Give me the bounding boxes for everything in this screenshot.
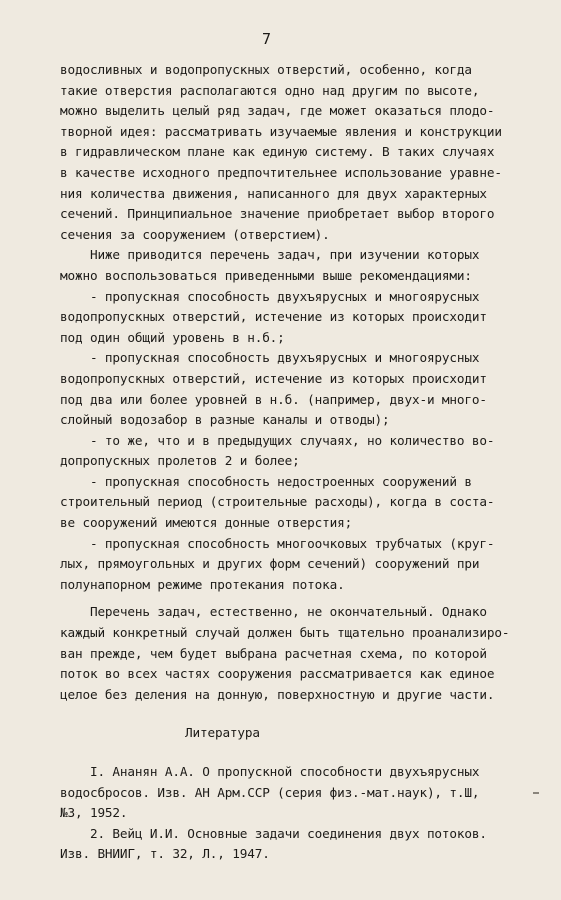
section-gap bbox=[60, 744, 530, 762]
text-line: - пропускная способность двухъярусных и многоярусных bbox=[60, 288, 480, 304]
text-line: 2. Вейц И.И. Основные задачи соединения двух потоков. bbox=[60, 825, 487, 841]
text-line: допропускных пролетов 2 и более; bbox=[60, 453, 300, 469]
text-line: целое без деления на донную, поверхностную и другие части. bbox=[60, 686, 495, 702]
text-line: водопропускных отверстий, истечение из которых происходит bbox=[60, 370, 487, 386]
text-line: можно воспользоваться приведенными выше рекомендациями: bbox=[60, 267, 472, 283]
reference-item bbox=[60, 762, 530, 824]
text-line: ния количества движения, написанного для двух характерных bbox=[60, 185, 487, 201]
text-line: полунапорном режиме протекания потока. bbox=[60, 576, 345, 592]
text-line: водосливных и водопропускных отверстий, особенно, когда bbox=[60, 62, 472, 77]
text-line: лых, прямоугольных и других форм сечений) сооружений при bbox=[60, 556, 480, 572]
text-line: слойный водозабор в разные каналы и отводы); bbox=[60, 412, 390, 428]
page-text bbox=[60, 60, 530, 865]
reference-list bbox=[60, 762, 530, 865]
text-line: творной идея: рассматривать изучаемые явления и конструкции bbox=[60, 123, 502, 139]
text-line: Изв. ВНИИГ, т. 32, Л., 1947. bbox=[60, 846, 270, 862]
text-line: водопропускных отверстий, истечение из которых происходит bbox=[60, 309, 487, 325]
text-line: - пропускная способность многоочковых трубчатых (круг- bbox=[60, 535, 495, 551]
body-paragraphs bbox=[60, 60, 530, 595]
text-line: - пропускная способность недостроенных сооружений в bbox=[60, 473, 472, 489]
text-line: №3, 1952. bbox=[60, 805, 128, 821]
text-line: под два или более уровней в н.б. (например, двух-и много- bbox=[60, 391, 487, 407]
page-number: 7 bbox=[262, 30, 272, 48]
text-line: такие отверстия располагаются одно над другим по высоте, bbox=[60, 82, 480, 98]
text-line: в гидравлическом плане как единую систему. В таких случаях bbox=[60, 144, 495, 160]
text-line: в качестве исходного предпочтительнее использование уравне- bbox=[60, 164, 502, 180]
reference-item bbox=[60, 824, 530, 865]
page-edge-mark bbox=[533, 792, 539, 794]
conclusion-paragraph bbox=[60, 602, 530, 705]
text-line: Перечень задач, естественно, не окончательный. Однако bbox=[60, 604, 487, 620]
section-gap bbox=[60, 705, 530, 723]
paragraph-gap bbox=[60, 595, 530, 602]
text-line: - то же, что и в предыдущих случаях, но количество во- bbox=[60, 432, 495, 448]
references-heading: Литература bbox=[185, 725, 260, 741]
text-line: сечений. Принципиальное значение приобретает выбор второго bbox=[60, 206, 495, 222]
text-line: водосбросов. Изв. АН Арм.ССР (серия физ.-мат.наук), т.Ш, bbox=[60, 784, 480, 800]
text-line: сечения за сооружением (отверстием). bbox=[60, 226, 330, 242]
text-line: I. Ананян А.А. О пропускной способности двухъярусных bbox=[60, 764, 480, 779]
text-line: каждый конкретный случай должен быть тщательно проанализиро- bbox=[60, 625, 510, 641]
text-line: строительный период (строительные расходы), когда в соста- bbox=[60, 494, 495, 510]
text-line: Ниже приводится перечень задач, при изучении которых bbox=[60, 247, 480, 263]
text-line: под один общий уровень в н.б.; bbox=[60, 329, 285, 345]
text-line: ве сооружений имеются донные отверстия; bbox=[60, 515, 353, 531]
text-line: ван прежде, чем будет выбрана расчетная схема, по которой bbox=[60, 645, 487, 661]
text-line: можно выделить целый ряд задач, где может оказаться плодо- bbox=[60, 103, 495, 119]
text-line: - пропускная способность двухъярусных и многоярусных bbox=[60, 350, 480, 366]
text-line: поток во всех частях сооружения рассматривается как единое bbox=[60, 666, 495, 682]
